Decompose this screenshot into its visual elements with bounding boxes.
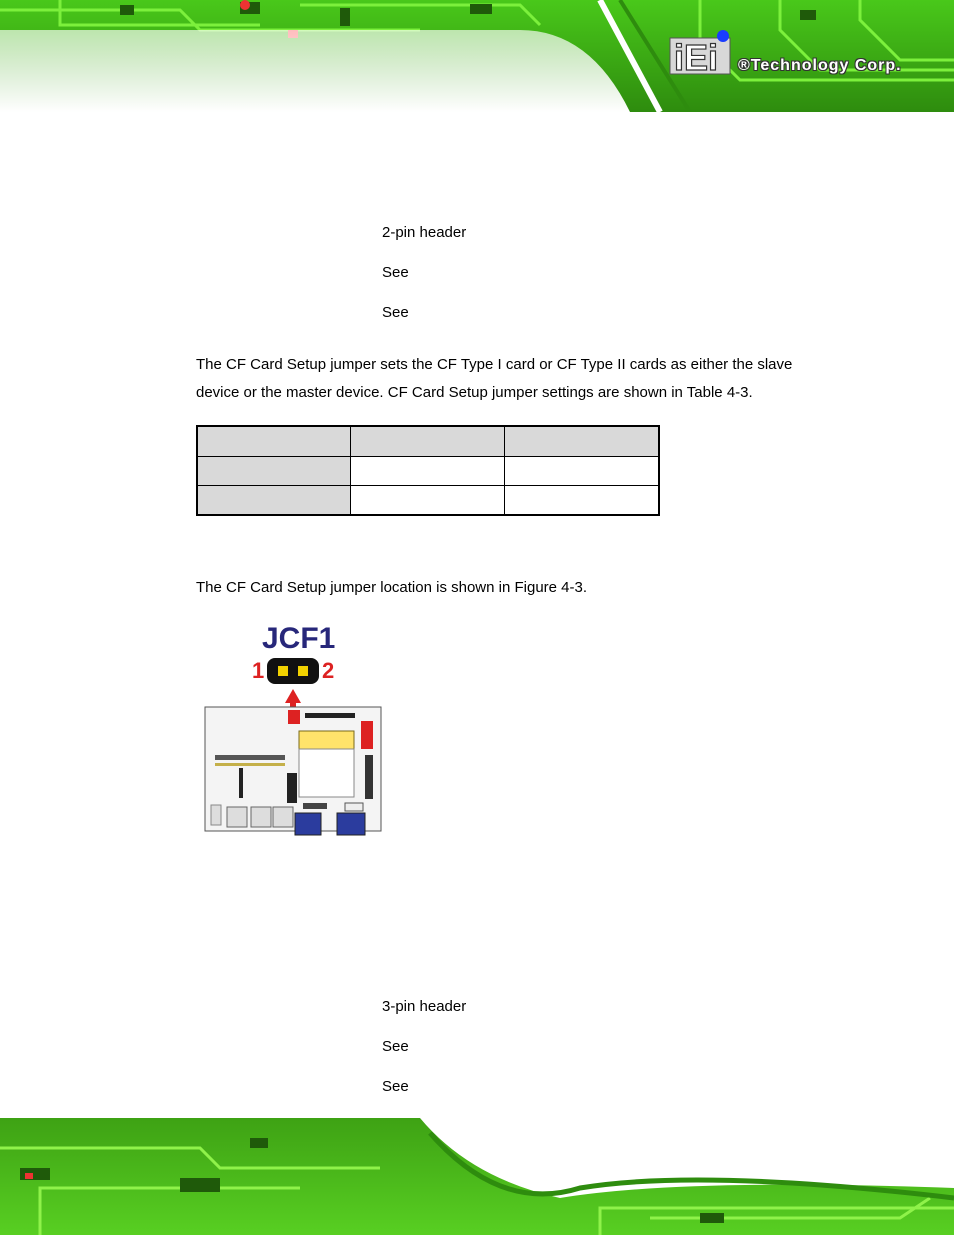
location-paragraph: The CF Card Setup jumper location is shown in Figure 4-3. bbox=[196, 579, 588, 596]
see-reference-4: See bbox=[382, 1078, 409, 1095]
see-reference-2: See bbox=[382, 304, 409, 321]
table-row bbox=[197, 486, 659, 516]
connector-type-value-2: 3-pin header bbox=[382, 998, 467, 1015]
jumper-icon bbox=[267, 658, 319, 684]
table-cell bbox=[197, 486, 351, 516]
table-cell bbox=[505, 457, 660, 486]
jumper-settings-table bbox=[196, 425, 660, 516]
table-cell bbox=[351, 486, 505, 516]
table-cell bbox=[197, 426, 351, 457]
table-cell bbox=[197, 457, 351, 486]
pin-1-label: 1 bbox=[252, 658, 265, 683]
company-logo-icon bbox=[670, 30, 730, 78]
motherboard-figure bbox=[195, 655, 390, 840]
see-reference-1: See bbox=[382, 264, 409, 281]
see-reference-3: See bbox=[382, 1038, 409, 1055]
footer-banner bbox=[0, 1118, 954, 1235]
table-cell bbox=[505, 486, 660, 516]
logo-tagline: ®Technology Corp. bbox=[738, 57, 902, 74]
intro-paragraph: The CF Card Setup jumper sets the CF Type I card or CF Type II cards as either the slave device or the master device. CF Card Setup jumper settings are shown in Table 4-3. bbox=[196, 356, 793, 401]
header-banner bbox=[0, 0, 954, 112]
circuit-board-footer-art bbox=[0, 1118, 954, 1235]
jumper-label: JCF1 bbox=[262, 622, 336, 655]
table-row bbox=[197, 457, 659, 486]
table-cell bbox=[505, 426, 660, 457]
pin-2-label: 2 bbox=[322, 658, 335, 683]
motherboard-diagram-icon bbox=[205, 707, 381, 835]
connector-type-value: 2-pin header bbox=[382, 224, 467, 241]
table-header-row bbox=[197, 426, 659, 457]
circuit-board-banner-art bbox=[0, 0, 954, 112]
svg-text:iEi: iEi bbox=[674, 37, 719, 78]
table-cell bbox=[351, 457, 505, 486]
table-cell bbox=[351, 426, 505, 457]
